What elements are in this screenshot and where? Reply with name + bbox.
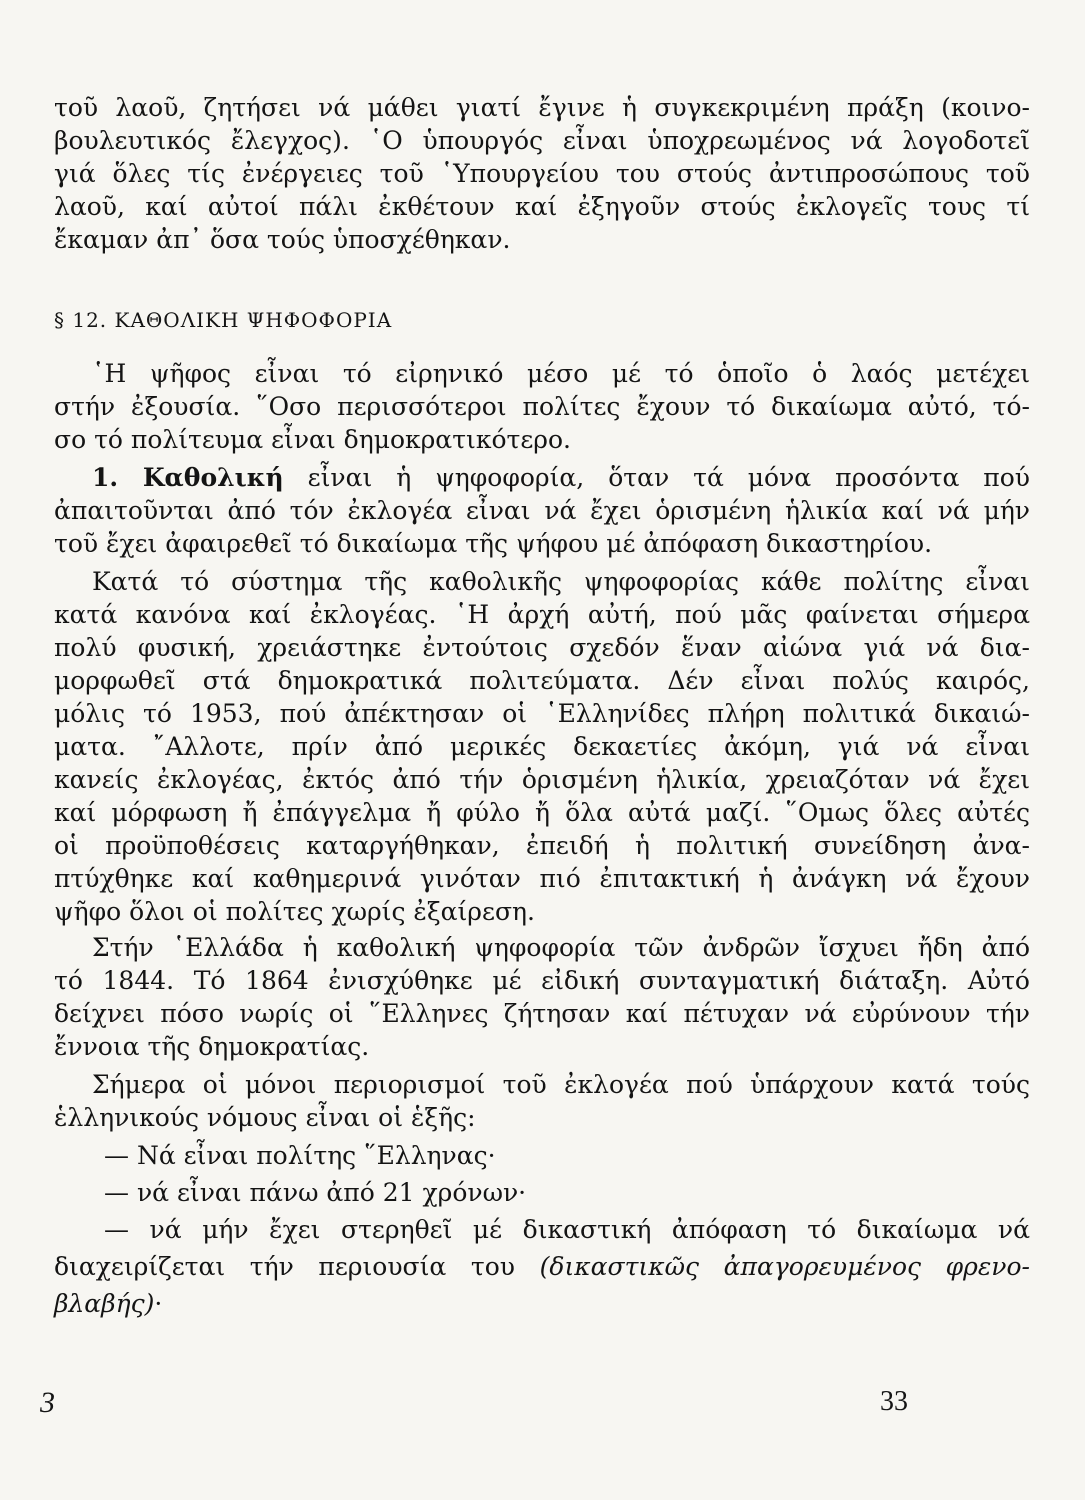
- text-line: σο τό πολίτευμα εἶναι δημοκρατικότερο.: [54, 425, 571, 454]
- text-line: τοῦ ἔχει ἀφαιρεθεῖ τό δικαίωμα τῆς ψήφου μέ ἀπόφαση δικαστηρίου.: [54, 529, 933, 558]
- signature-mark: 3: [40, 1386, 55, 1419]
- text-line: μορφωθεῖ στά δημοκρατικά πολιτεύματα. Δέν εἶναι πολύς καιρός,: [54, 666, 1030, 695]
- list-last-end: ·: [154, 1289, 163, 1318]
- point-text: εἶναι ἡ ψηφοφορία, ὅταν τά μόνα προσόντα πού: [283, 463, 1030, 492]
- list-cont-italic: (δικαστικῶς ἀπαγορευμένος φρενο-: [539, 1252, 1030, 1281]
- section-heading: § 12. ΚΑΘΟΛΙΚΗ ΨΗΦΟΦΟΡΙΑ: [54, 308, 393, 332]
- text-line: πτύχθηκε καί καθημερινά γινόταν πιό ἐπιτακτική ἡ ἀνάγκη νά ἔχουν: [54, 864, 1030, 893]
- text-line: πολύ φυσική, χρειάστηκε ἐντούτοις σχεδόν ἕναν αἰώνα γιά νά δια-: [54, 633, 1030, 662]
- text-line: μόλις τό 1953, πού ἀπέκτησαν οἱ ῾Ελληνίδες πλήρη πολιτικά δικαιώ-: [54, 699, 1030, 728]
- text-line: στήν ἐξουσία. ῞Οσο περισσότεροι πολίτες ἔχουν τό δικαίωμα αὐτό, τό-: [54, 392, 1030, 421]
- text-line: ματα. ῎Αλλοτε, πρίν ἀπό μερικές δεκαετίες ἀκόμη, γιά νά εἶναι: [54, 732, 1030, 761]
- list-item: — νά εἶναι πάνω ἀπό 21 χρόνων·: [104, 1178, 527, 1207]
- text-line: βουλευτικός ἔλεγχος). ῾Ο ὑπουργός εἶναι ὑποχρεωμένος νά λογοδοτεῖ: [54, 126, 1030, 155]
- text-line: ῾Η ψῆφος εἶναι τό εἰρηνικό μέσο μέ τό ὁποῖο ὁ λαός μετέχει: [92, 359, 1030, 388]
- text-line: Στήν ῾Ελλάδα ἡ καθολική ψηφοφορία τῶν ἀνδρῶν ἴσχυει ἤδη ἀπό: [92, 933, 1030, 962]
- text-line: τό 1844. Τό 1864 ἐνισχύθηκε μέ εἰδική συνταγματική διάταξη. Αὐτό: [54, 966, 1030, 995]
- text-line: [54, 1251, 1030, 1283]
- text-line: κατά κανόνα καί ἐκλογέας. ῾Η ἀρχή αὐτή, πού μᾶς φαίνεται σήμερα: [54, 600, 1030, 629]
- text-line: ψῆφο ὅλοι οἱ πολίτες χωρίς ἐξαίρεση.: [54, 897, 535, 926]
- list-item: — Νά εἶναι πολίτης ῞Ελληνας·: [104, 1141, 496, 1170]
- point-lead: 1. Καθολική: [92, 463, 284, 492]
- text-line: Σήμερα οἱ μόνοι περιορισμοί τοῦ ἐκλογέα πού ὑπάρχουν κατά τούς: [92, 1070, 1030, 1099]
- text-line: καί μόρφωση ἤ ἐπάγγελμα ἤ φύλο ἤ ὅλα αὐτά μαζί. ῞Ομως ὅλες αὐτές: [54, 798, 1030, 827]
- text-line: κανείς ἐκλογέας, ἐκτός ἀπό τήν ὁρισμένη ἡλικία, χρειαζόταν νά ἔχει: [54, 765, 1030, 794]
- text-line: Κατά τό σύστημα τῆς καθολικῆς ψηφοφορίας κάθε πολίτης εἶναι: [92, 567, 1030, 596]
- text-line: γιά ὅλες τίς ἐνέργειες τοῦ ῾Υπουργείου του στούς ἀντιπροσώπους τοῦ: [54, 159, 1030, 188]
- text-line: τοῦ λαοῦ, ζητήσει νά μάθει γιατί ἔγινε ἡ συγκεκριμένη πράξη (κοινο-: [54, 93, 1030, 122]
- list-cont-plain: διαχειρίζεται τήν περιουσία του: [54, 1252, 540, 1281]
- page-number: 33: [880, 1386, 908, 1417]
- text-line: ἑλληνικούς νόμους εἶναι οἱ ἑξῆς:: [54, 1103, 476, 1132]
- list-item: — νά μήν ἔχει στερηθεῖ μέ δικαστική ἀπόφαση τό δικαίωμα νά: [104, 1215, 1030, 1244]
- text-line: δείχνει πόσο νωρίς οἱ ῞Ελληνες ζήτησαν καί πέτυχαν νά εὐρύνουν τήν: [54, 999, 1030, 1028]
- text-line: ἔκαμαν ἀπ᾽ ὅσα τούς ὑποσχέθηκαν.: [54, 225, 511, 254]
- text-line: λαοῦ, καί αὐτοί πάλι ἐκθέτουν καί ἐξηγοῦν στούς ἐκλογεῖς τους τί: [54, 192, 1030, 221]
- text-line: [54, 1288, 1030, 1320]
- list-last-italic: βλαβής): [54, 1289, 155, 1318]
- text-line: [92, 462, 1030, 494]
- text-line: οἱ προϋποθέσεις καταργήθηκαν, ἐπειδή ἡ πολιτική συνείδηση ἀνα-: [54, 831, 1030, 860]
- text-line: ἀπαιτοῦνται ἀπό τόν ἐκλογέα εἶναι νά ἔχει ὁρισμένη ἡλικία καί νά μήν: [54, 496, 1030, 525]
- text-line: ἔννοια τῆς δημοκρατίας.: [54, 1032, 370, 1061]
